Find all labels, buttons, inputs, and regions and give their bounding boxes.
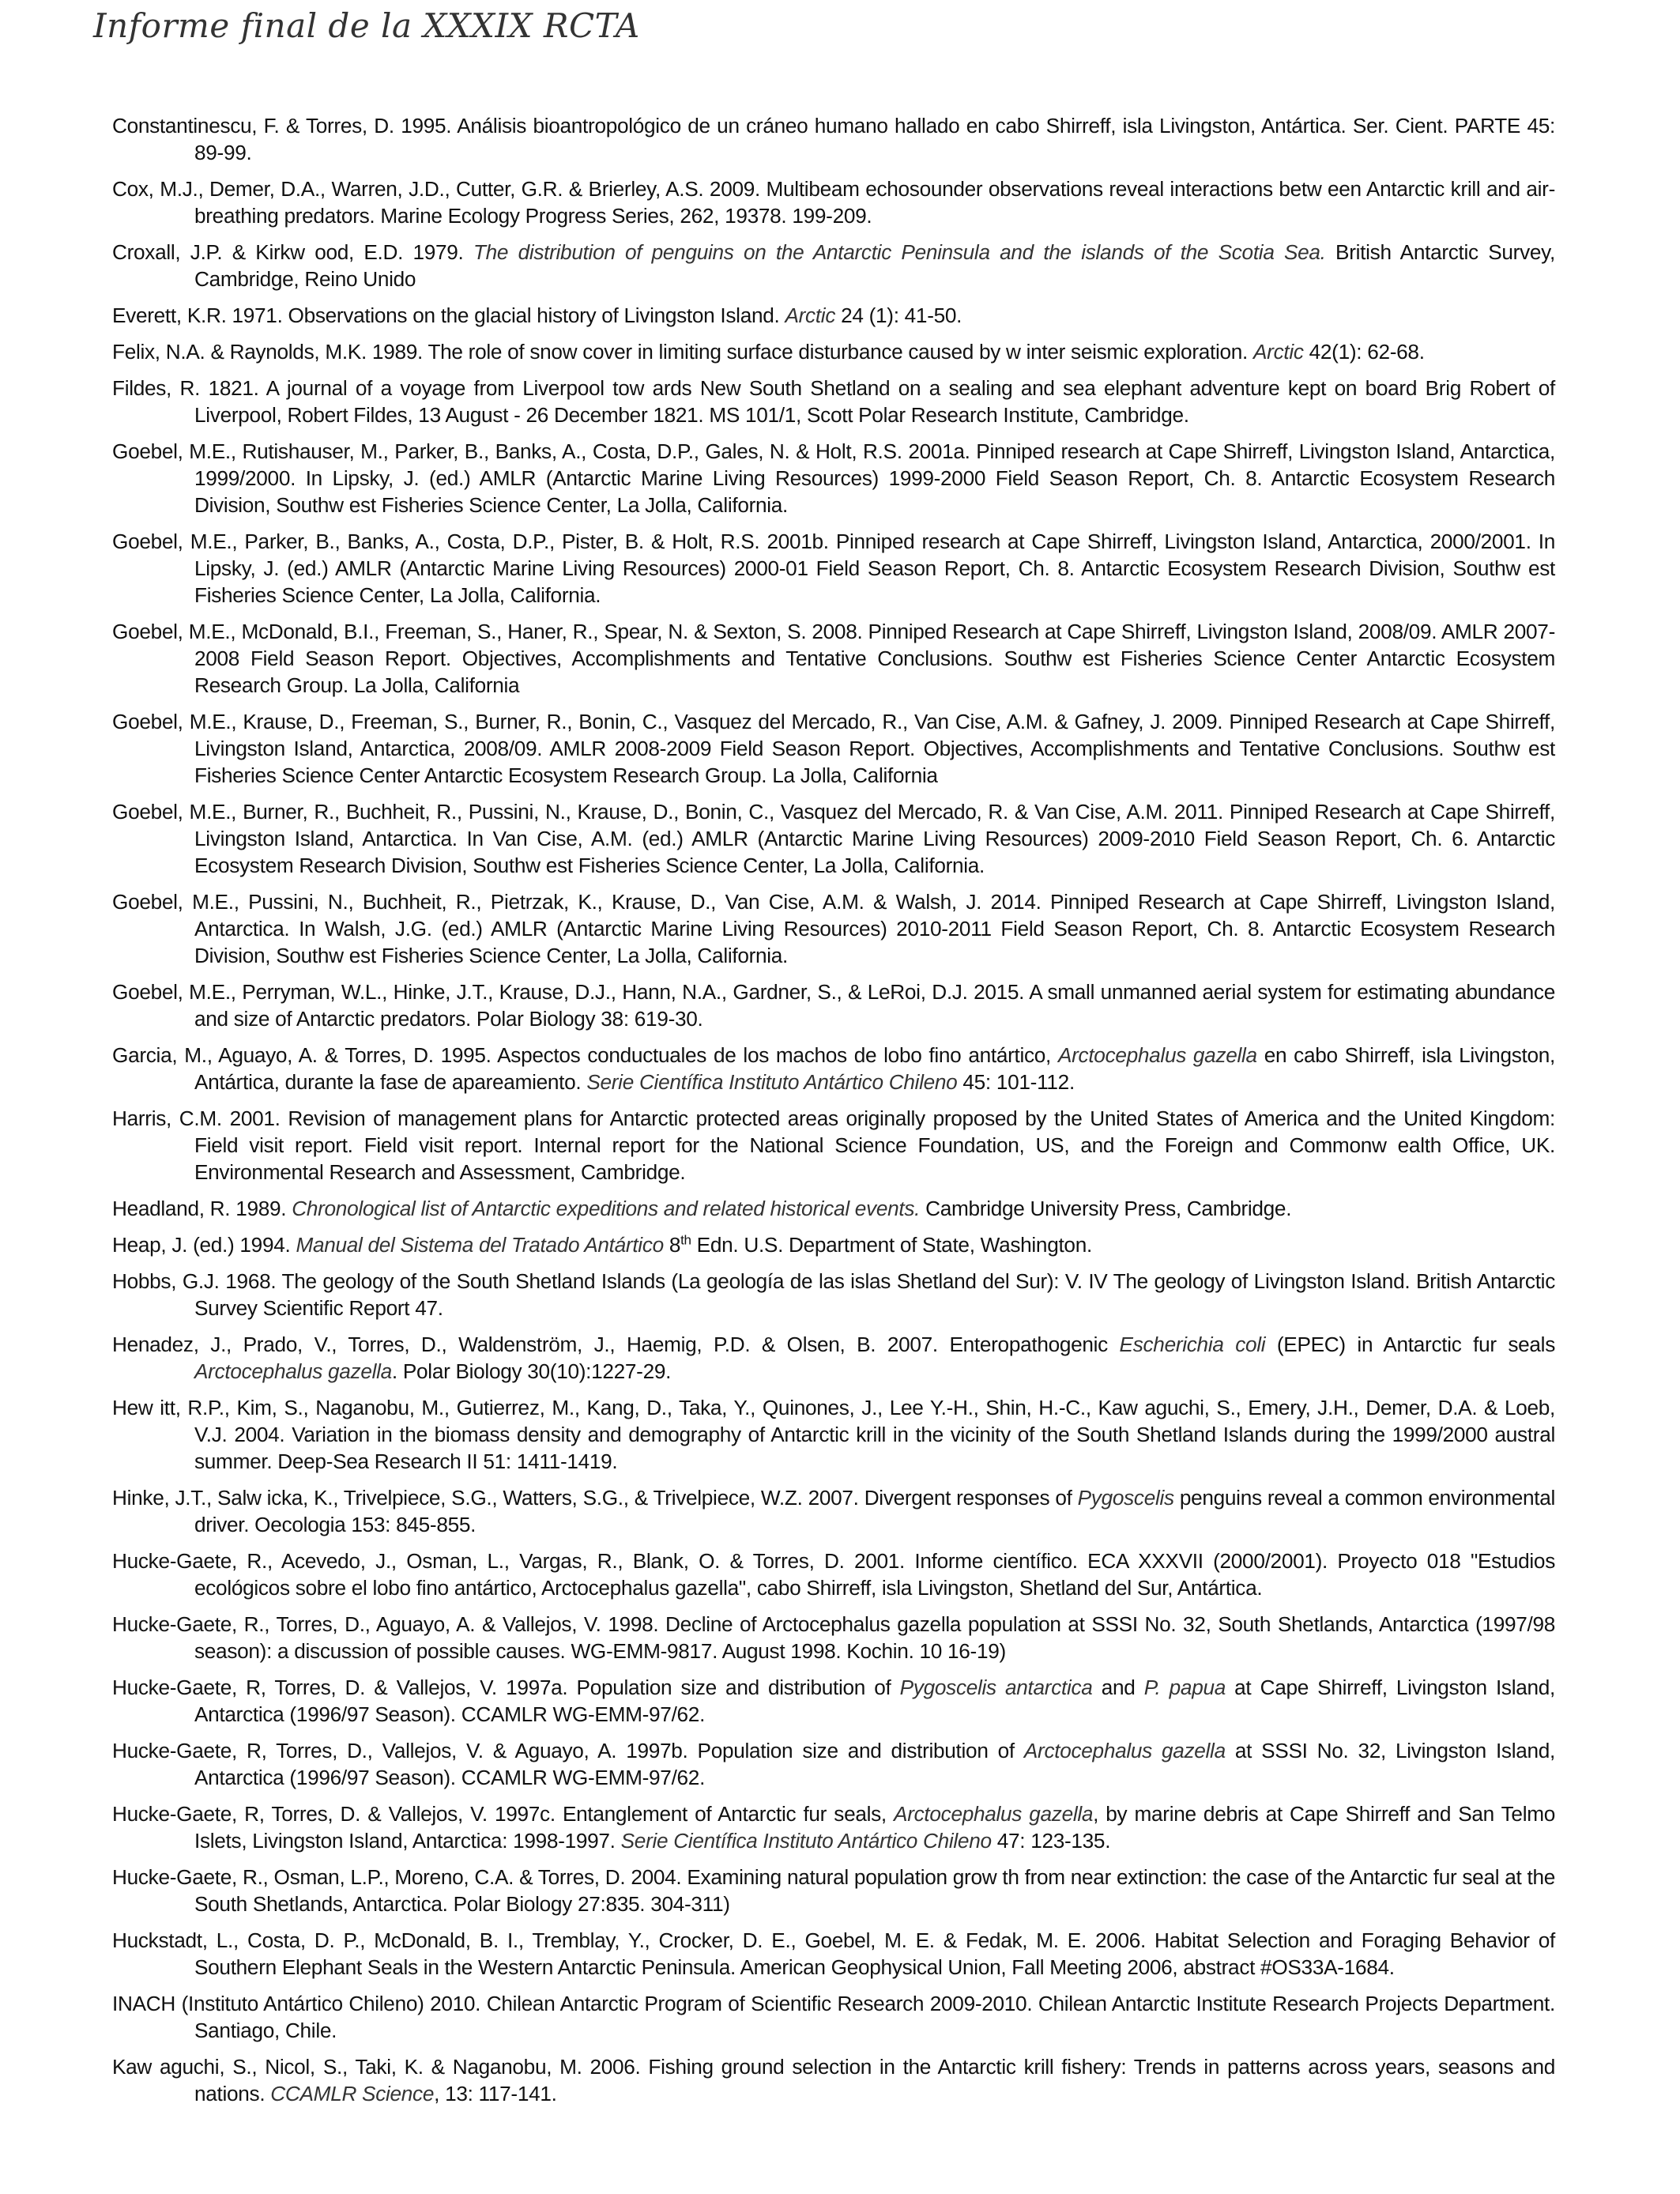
reference-text: Constantinescu, F. & Torres, D. 1995. Análisis bioantropológico de un cráneo humano hallado en cabo Shirreff, isla Livingston, Antártica. Ser. Cient. PARTE 45: 89-99.: [112, 114, 1555, 164]
reference-italic-text: Escherichia coli: [1119, 1333, 1266, 1356]
reference-entry-goebel-2015: [112, 978, 1555, 1032]
reference-italic-text: Serie Científica Instituto Antártico Chileno: [620, 1829, 992, 1853]
reference-text: Everett, K.R. 1971. Observations on the glacial history of Livingston Island.: [112, 303, 785, 327]
reference-text: 47: 123-135.: [991, 1829, 1111, 1853]
reference-italic-text: Arctocephalus gazella: [1057, 1043, 1257, 1067]
reference-text: at SSSI No. 32, Livingston Island, Antarctica (1996/97 Season). CCAMLR WG-EMM-97/62.: [194, 1739, 1556, 1789]
reference-italic-text: The distribution of penguins on the Antarctic Peninsula and the islands of the Scotia Sea.: [473, 240, 1326, 264]
reference-text: Hinke, J.T., Salw icka, K., Trivelpiece, S.G., Watters, S.G., & Trivelpiece, W.Z. 2007. Divergent responses of: [112, 1486, 1078, 1510]
reference-entry-goebel-2014: [112, 888, 1555, 969]
reference-italic-text: Arctic: [1252, 340, 1304, 364]
reference-italic-text: Pygoscelis antarctica: [899, 1676, 1093, 1699]
reference-entry-hinke: [112, 1484, 1555, 1538]
reference-text: en cabo Shirreff, isla Livingston, Antártica, durante la fase de apareamiento.: [194, 1043, 1555, 1094]
reference-text: 8: [663, 1233, 681, 1257]
reference-entry-goebel-2008: [112, 618, 1555, 699]
reference-italic-text: CCAMLR Science: [270, 2082, 435, 2105]
reference-italic-text: Arctocephalus gazella: [1023, 1739, 1226, 1762]
reference-text: Felix, N.A. & Raynolds, M.K. 1989. The role of snow cover in limiting surface disturbance caused by w inter seismic exploration.: [112, 340, 1253, 364]
reference-entry-goebel-2011: [112, 798, 1555, 879]
reference-italic-text: Arctocephalus gazella: [894, 1802, 1094, 1826]
reference-text: Headland, R. 1989.: [112, 1197, 292, 1220]
reference-list: [112, 112, 1555, 2117]
reference-italic-text: Manual del Sistema del Tratado Antártico: [296, 1233, 664, 1257]
reference-text: and: [1092, 1676, 1144, 1699]
reference-entry-constantinescu: [112, 112, 1555, 166]
reference-text: Goebel, M.E., Rutishauser, M., Parker, B., Banks, A., Costa, D.P., Gales, N. & Holt, R.S. 2001a. Pinniped research at Cape Shirreff, Livingston Island, Antarctica, 1999/2000. In Lipsky, J. (ed.) AMLR (Antarctic Marine Living Resources) 1999-2000 Field Season Report, Ch. 8. Antarctic Ecosystem Research Division, Southw est Fisheries Science Center, La Jolla, California.: [112, 439, 1555, 517]
reference-text: Heap, J. (ed.) 1994.: [112, 1233, 296, 1257]
reference-text: , 13: 117-141.: [434, 2082, 557, 2105]
reference-entry-hucke-gaete-1997c: [112, 1800, 1555, 1854]
reference-text: Fildes, R. 1821. A journal of a voyage from Liverpool tow ards New South Shetland on a sealing and sea elephant adventure kept on board Brig Robert of Liverpool, Robert Fildes, 13 August - 26 December 1821. MS 101/1, Scott Polar Research Institute, Cambridge.: [112, 376, 1555, 427]
reference-entry-hucke-gaete-1997b: [112, 1737, 1555, 1791]
reference-entry-fildes: [112, 375, 1555, 428]
reference-entry-everett: [112, 302, 1555, 329]
reference-italic-text: Arctocephalus gazella: [194, 1359, 392, 1383]
reference-text: Hucke-Gaete, R, Torres, D. & Vallejos, V. 1997a. Population size and distribution of: [112, 1676, 900, 1699]
reference-entry-felix: [112, 338, 1555, 365]
running-header: Informe final de la XXXIX RCTA: [93, 6, 640, 45]
reference-italic-text: Chronological list of Antarctic expeditions and related historical events.: [292, 1197, 921, 1220]
reference-text: Goebel, M.E., Burner, R., Buchheit, R., Pussini, N., Krause, D., Bonin, C., Vasquez del Mercado, R. & Van Cise, A.M. 2011. Pinniped Research at Cape Shirreff, Livingston Island, Antarctica. In Van Cise, A.M. (ed.) AMLR (Antarctic Marine Living Resources) 2009-2010 Field Season Report, Ch. 6. Antarctic Ecosystem Research Division, Southw est Fisheries Science Center, La Jolla, California.: [112, 800, 1555, 877]
reference-text: Cox, M.J., Demer, D.A., Warren, J.D., Cutter, G.R. & Brierley, A.S. 2009. Multibeam echosounder observations reveal interactions betw een Antarctic krill and air-breathing predators. Marine Ecology Progress Series, 262, 19378. 199-209.: [112, 177, 1555, 228]
reference-text: Hucke-Gaete, R., Osman, L.P., Moreno, C.A. & Torres, D. 2004. Examining natural population grow th from near extinction: the case of the Antarctic fur seal at the South Shetlands, Antarctica. Polar Biology 27:835. 304-311): [112, 1865, 1555, 1916]
reference-text: at Cape Shirreff, Livingston Island, Antarctica (1996/97 Season). CCAMLR WG-EMM-97/62.: [194, 1676, 1556, 1726]
reference-entry-hucke-gaete-2001: [112, 1547, 1555, 1601]
reference-entry-cox: [112, 175, 1555, 229]
reference-text: Hobbs, G.J. 1968. The geology of the South Shetland Islands (La geología de las islas Shetland del Sur): V. IV The geology of Livingston Island. British Antarctic Survey Scientific Report 47.: [112, 1269, 1555, 1320]
reference-text: Hew itt, R.P., Kim, S., Naganobu, M., Gutierrez, M., Kang, D., Taka, Y., Quinones, J., Lee Y.-H., Shin, H.-C., Kaw aguchi, S., Emery, J.H., Demer, D.A. & Loeb, V.J. 2004. Variation in the biomass density and demography of Antarctic krill in the vicinity of the South Shetland Islands during the 1999/2000 austral summer. Deep-Sea Research II 51: 1411-1419.: [112, 1396, 1555, 1473]
reference-entry-kawaguchi: [112, 2053, 1555, 2107]
reference-text: 42(1): 62-68.: [1303, 340, 1425, 364]
reference-text: Kaw aguchi, S., Nicol, S., Taki, K. & Naganobu, M. 2006. Fishing ground selection in the Antarctic krill fishery: Trends in patterns across years, seasons and nations.: [112, 2055, 1555, 2105]
reference-entry-headland: [112, 1195, 1555, 1222]
reference-text: Goebel, M.E., Perryman, W.L., Hinke, J.T., Krause, D.J., Hann, N.A., Gardner, S., & LeRoi, D.J. 2015. A small unmanned aerial system for estimating abundance and size of Antarctic predators. Polar Biology 38: 619-30.: [112, 980, 1555, 1031]
reference-text: Croxall, J.P. & Kirkw ood, E.D. 1979.: [112, 240, 473, 264]
reference-text: INACH (Instituto Antártico Chileno) 2010. Chilean Antarctic Program of Scientific Research 2009-2010. Chilean Antarctic Institute Research Projects Department. Santiago, Chile.: [112, 1992, 1555, 2042]
reference-italic-text: Serie Científica Instituto Antártico Chileno: [586, 1070, 958, 1094]
reference-entry-heap: [112, 1231, 1555, 1258]
reference-text: Goebel, M.E., McDonald, B.I., Freeman, S., Haner, R., Spear, N. & Sexton, S. 2008. Pinniped Research at Cape Shirreff, Livingston Island, 2008/09. AMLR 2007-2008 Field Season Report. Objectives, Accomplishments and Tentative Conclusions. Southw est Fisheries Science Center Antarctic Ecosystem Research Group. La Jolla, California: [112, 620, 1555, 697]
reference-text: Goebel, M.E., Pussini, N., Buchheit, R., Pietrzak, K., Krause, D., Van Cise, A.M. & Walsh, J. 2014. Pinniped Research at Cape Shirreff, Livingston Island, Antarctica. In Walsh, J.G. (ed.) AMLR (Antarctic Marine Living Resources) 2010-2011 Field Season Report, Ch. 8. Antarctic Ecosystem Research Division, Southw est Fisheries Science Center, La Jolla, California.: [112, 890, 1555, 967]
reference-italic-text: Pygoscelis: [1077, 1486, 1174, 1510]
reference-text: Hucke-Gaete, R, Torres, D. & Vallejos, V. 1997c. Entanglement of Antarctic fur seals,: [112, 1802, 895, 1826]
reference-entry-croxall: [112, 239, 1555, 292]
reference-entry-hewitt: [112, 1394, 1555, 1475]
reference-text: . Polar Biology 30(10):1227-29.: [391, 1359, 672, 1383]
reference-entry-harris: [112, 1105, 1555, 1186]
reference-entry-huckstadt: [112, 1927, 1555, 1981]
reference-text: Edn. U.S. Department of State, Washington.: [691, 1233, 1092, 1257]
reference-text: Goebel, M.E., Parker, B., Banks, A., Costa, D.P., Pister, B. & Holt, R.S. 2001b. Pinniped research at Cape Shirreff, Livingston Island, Antarctica, 2000/2001. In Lipsky, J. (ed.) AMLR (Antarctic Marine Living Resources) 2000-01 Field Season Report, Ch. 8. Antarctic Ecosystem Research Division, Southw est Fisheries Science Center, La Jolla, California.: [112, 530, 1555, 607]
reference-text: Garcia, M., Aguayo, A. & Torres, D. 1995. Aspectos conductuales de los machos de lobo fino antártico,: [112, 1043, 1058, 1067]
reference-text: , by marine debris at Cape Shirreff and San Telmo Islets, Livingston Island, Antarctica: 1998-1997.: [194, 1802, 1555, 1853]
reference-text: British Antarctic Survey, Cambridge, Reino Unido: [194, 240, 1555, 291]
reference-text: Huckstadt, L., Costa, D. P., McDonald, B. I., Tremblay, Y., Crocker, D. E., Goebel, M. E. & Fedak, M. E. 2006. Habitat Selection and Foraging Behavior of Southern Elephant Seals in the Western Antarctic Peninsula. American Geophysical Union, Fall Meeting 2006, abstract #OS33A-1684.: [112, 1928, 1555, 1979]
reference-italic-text: P. papua: [1143, 1676, 1226, 1699]
reference-text: Henadez, J., Prado, V., Torres, D., Waldenström, J., Haemig, P.D. & Olsen, B. 2007. Enteropathogenic: [112, 1333, 1120, 1356]
reference-text: 45: 101-112.: [957, 1070, 1075, 1094]
reference-text: Hucke-Gaete, R, Torres, D., Vallejos, V. & Aguayo, A. 1997b. Population size and distribution of: [112, 1739, 1024, 1762]
reference-text: Hucke-Gaete, R., Torres, D., Aguayo, A. & Vallejos, V. 1998. Decline of Arctocephalus gazella population at SSSI No. 32, South Shetlands, Antarctica (1997/98 season): a discussion of possible causes. WG-EMM-9817. August 1998. Kochin. 10 16-19): [112, 1612, 1555, 1663]
reference-entry-hucke-gaete-1997a: [112, 1674, 1555, 1728]
reference-text: Hucke-Gaete, R., Acevedo, J., Osman, L., Vargas, R., Blank, O. & Torres, D. 2001. Informe científico. ECA XXXVII (2000/2001). Proyecto 018 "Estudios ecológicos sobre el lobo fino antártico, Arctocephalus gazella", cabo Shirreff, isla Livingston, Shetland del Sur, Antártica.: [112, 1549, 1555, 1600]
reference-entry-inach: [112, 1990, 1555, 2044]
reference-entry-garcia: [112, 1042, 1555, 1095]
reference-text: 24 (1): 41-50.: [835, 303, 962, 327]
reference-entry-hobbs: [112, 1268, 1555, 1321]
reference-entry-henadez: [112, 1331, 1555, 1385]
reference-entry-hucke-gaete-1998: [112, 1611, 1555, 1664]
reference-entry-goebel-2001b: [112, 528, 1555, 609]
reference-entry-goebel-2009: [112, 708, 1555, 789]
reference-text: Cambridge University Press, Cambridge.: [920, 1197, 1292, 1220]
reference-superscript: th: [680, 1232, 691, 1248]
reference-italic-text: Arctic: [785, 303, 836, 327]
reference-entry-hucke-gaete-2004: [112, 1864, 1555, 1917]
reference-text: Goebel, M.E., Krause, D., Freeman, S., Burner, R., Bonin, C., Vasquez del Mercado, R., Van Cise, A.M. & Gafney, J. 2009. Pinniped Research at Cape Shirreff, Livingston Island, Antarctica, 2008/09. AMLR 2008-2009 Field Season Report. Objectives, Accomplishments and Tentative Conclusions. Southw est Fisheries Science Center Antarctic Ecosystem Research Group. La Jolla, California: [112, 710, 1555, 787]
reference-text: (EPEC) in Antarctic fur seals: [1265, 1333, 1555, 1356]
reference-text: Harris, C.M. 2001. Revision of management plans for Antarctic protected areas originally proposed by the United States of America and the United Kingdom: Field visit report. Field visit report. Internal report for the National Science Foundation, US, and the Foreign and Commonw ealth Office, UK. Environmental Research and Assessment, Cambridge.: [112, 1106, 1555, 1184]
reference-entry-goebel-2001a: [112, 438, 1555, 518]
reference-text: penguins reveal a common environmental driver. Oecologia 153: 845-855.: [194, 1486, 1555, 1536]
